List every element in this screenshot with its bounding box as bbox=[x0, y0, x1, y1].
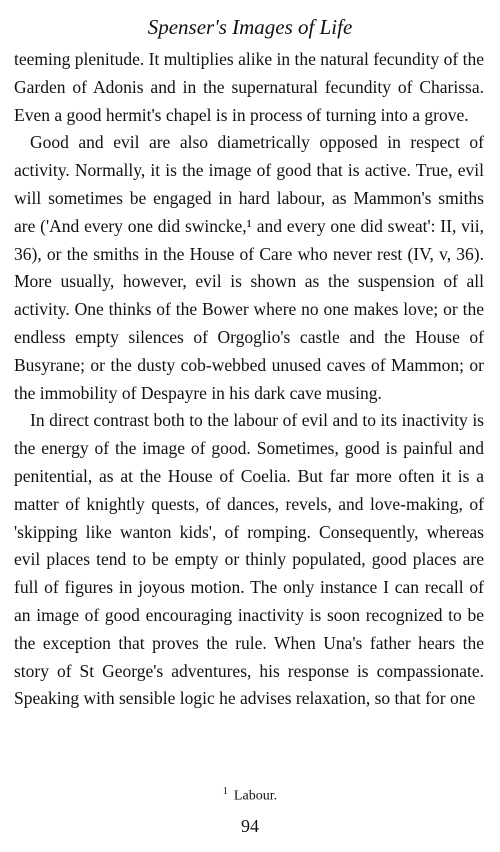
footnote-text: Labour. bbox=[233, 788, 278, 804]
paragraph-continuation: teeming plenitude. It multiplies alike in the natural fecundity of the Garden of Adonis and in the supernatural fecundity of Charissa. Even a good hermit's chapel is in process of turning into a grove. bbox=[14, 49, 484, 125]
running-head: Spenser's Images of Life bbox=[147, 15, 353, 39]
footnote-marker: 1 bbox=[222, 786, 228, 797]
paragraph-activity: Good and evil are also diametrically opposed in respect of activity. Normally, it is the image of good that is active. True, evil will sometimes be engaged in hard labour, as Mammon's smiths are ('And every one did swincke,¹ and every one did sweat': II, vii, 36), or the smiths in the House of Care who never rest (IV, v, 36). More usually, however, evil is shown as the suspension of all activity. One thinks of the Bower where no one makes love; or the endless empty silences of Orgoglio's castle and the House of Busyrane; or the dusty cob-webbed unused caves of Mammon; or the immobility of Despayre in his dark cave musing. bbox=[14, 132, 484, 403]
body-text bbox=[14, 46, 484, 713]
paragraph-energy: In direct contrast both to the labour of evil and to its inactivity is the energy of the image of good. Sometimes, good is painful and penitential, as at the House of Coelia. But far more often it is a matter of knightly quests, of dances, revels, and love-making, of 'skipping like wanton kids', of romping. Consequently, whereas evil places tend to be empty or thinly populated, good places are full of figures in joyous motion. The only instance I can recall of an image of good encouraging inactivity is soon recognized to be the exception that proves the rule. When Una's father hears the story of St George's adventures, his response is compassionate. Speaking with sensible logic he advises relaxation, so that for one bbox=[14, 410, 484, 709]
page-number: 94 bbox=[241, 816, 259, 836]
footnote bbox=[0, 783, 500, 806]
